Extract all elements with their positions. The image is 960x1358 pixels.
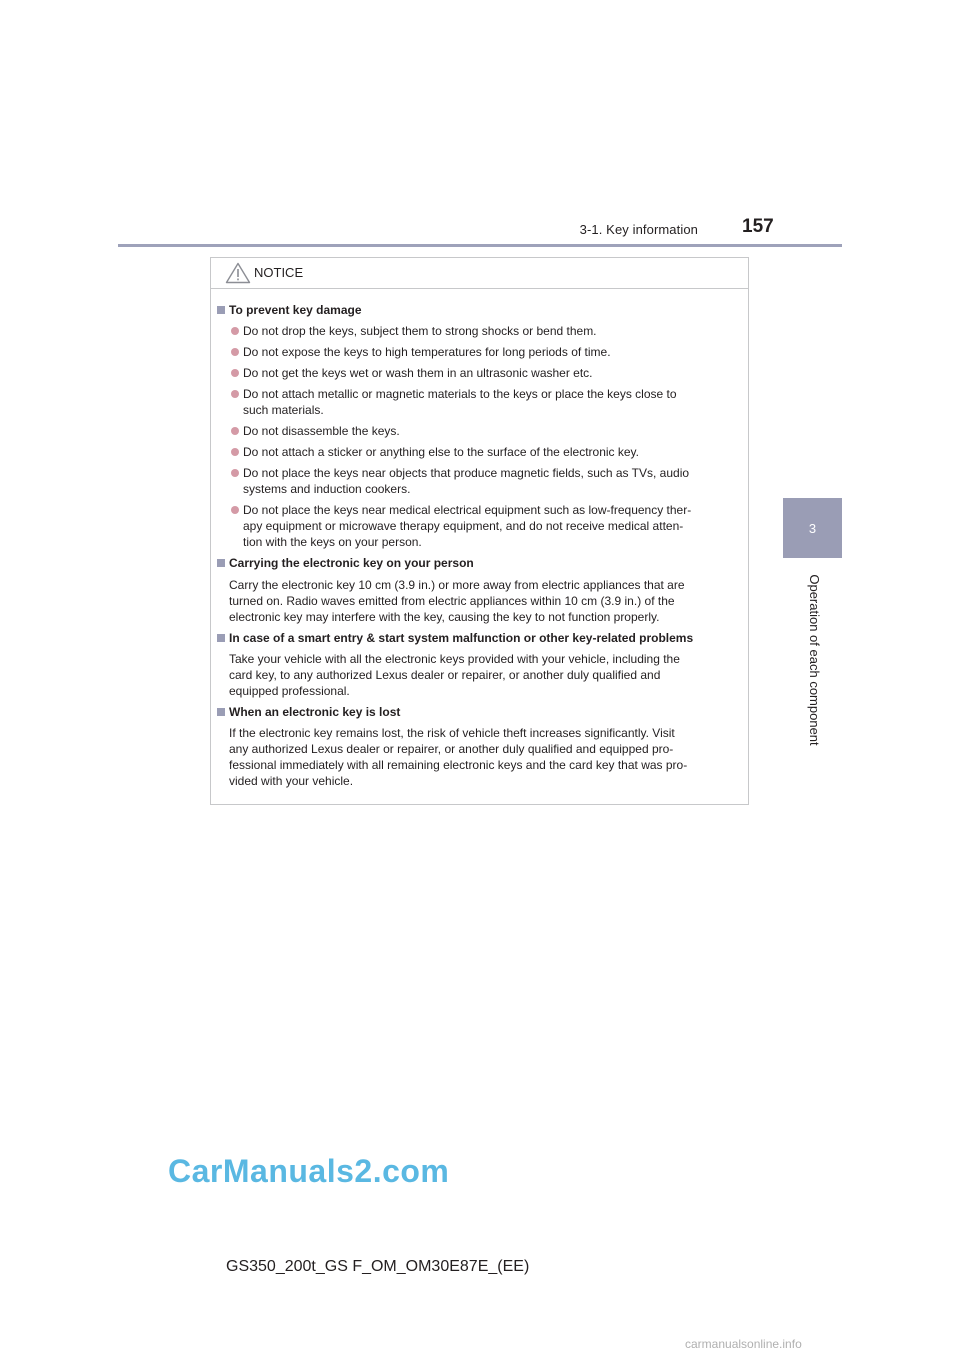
notice-heading: When an electronic key is lost (229, 705, 401, 719)
round-bullet-icon (231, 327, 239, 335)
chapter-title: Operation of each component (807, 574, 822, 746)
notice-bullet-item: Do not attach metallic or magnetic materials to the keys or place the keys close to (243, 387, 677, 401)
section-title: 3-1. Key information (579, 222, 698, 237)
notice-body (211, 289, 748, 805)
manual-code: GS350_200t_GS F_OM_OM30E87E_(EE) (226, 1258, 530, 1275)
notice-bullet-item: Do not get the keys wet or wash them in an ultrasonic washer etc. (243, 366, 593, 380)
notice-bullet-continuation: such materials. (243, 403, 324, 417)
page-number: 157 (742, 216, 774, 237)
notice-heading: To prevent key damage (229, 303, 362, 317)
notice-bullet-continuation: systems and induction cookers. (243, 482, 411, 496)
round-bullet-icon (231, 427, 239, 435)
watermark-logo[interactable]: CarManuals2.com (168, 1153, 450, 1189)
notice-paragraph-line: If the electronic key remains lost, the risk of vehicle theft increases significantly. Visit (229, 726, 675, 740)
round-bullet-icon (231, 369, 239, 377)
notice-heading: Carrying the electronic key on your person (229, 556, 474, 570)
notice-box (210, 257, 749, 805)
warning-triangle-icon (225, 262, 251, 284)
square-bullet-icon (217, 306, 225, 314)
notice-bullet-continuation: apy equipment or microwave therapy equipment, and do not receive medical atten- (243, 519, 684, 533)
notice-header (211, 258, 748, 289)
notice-paragraph-line: vided with your vehicle. (229, 774, 354, 788)
square-bullet-icon (217, 559, 225, 567)
notice-paragraph-line: electronic key may interfere with the key, causing the key to not function properly. (229, 610, 660, 624)
notice-paragraph-line: turned on. Radio waves emitted from electric appliances within 10 cm (3.9 in.) of the (229, 594, 675, 608)
chapter-tab (783, 498, 842, 558)
square-bullet-icon (217, 708, 225, 716)
round-bullet-icon (231, 390, 239, 398)
notice-paragraph-line: fessional immediately with all remaining electronic keys and the card key that was pro- (229, 758, 688, 772)
notice-bullet-item: Do not place the keys near objects that produce magnetic fields, such as TVs, audio (243, 466, 690, 480)
notice-bullet-item: Do not drop the keys, subject them to strong shocks or bend them. (243, 324, 597, 338)
square-bullet-icon (217, 634, 225, 642)
notice-heading: In case of a smart entry & start system malfunction or other key-related problems (229, 631, 694, 645)
watermark-site: carmanualsonline.info (685, 1337, 802, 1351)
notice-bullet-continuation: tion with the keys on your person. (243, 535, 422, 549)
notice-bullet-item: Do not attach a sticker or anything else to the surface of the electronic key. (243, 445, 639, 459)
notice-paragraph-line: Take your vehicle with all the electronic keys provided with your vehicle, including the (229, 652, 680, 666)
notice-title: NOTICE (254, 265, 304, 280)
notice-paragraph-line: card key, to any authorized Lexus dealer or repairer, or another duly qualified and (229, 668, 661, 682)
notice-paragraph-line: equipped professional. (229, 684, 350, 698)
notice-bullet-item: Do not expose the keys to high temperatures for long periods of time. (243, 345, 611, 359)
notice-bullet-item: Do not disassemble the keys. (243, 424, 400, 438)
notice-paragraph-line: Carry the electronic key 10 cm (3.9 in.) or more away from electric appliances that are (229, 578, 685, 592)
round-bullet-icon (231, 469, 239, 477)
notice-bullet-item: Do not place the keys near medical electrical equipment such as low-frequency ther- (243, 503, 692, 517)
notice-paragraph-line: any authorized Lexus dealer or repairer, or another duly qualified and equipped pro- (229, 742, 674, 756)
round-bullet-icon (231, 506, 239, 514)
round-bullet-icon (231, 448, 239, 456)
chapter-number: 3 (808, 520, 817, 536)
round-bullet-icon (231, 348, 239, 356)
header-divider (118, 244, 842, 247)
